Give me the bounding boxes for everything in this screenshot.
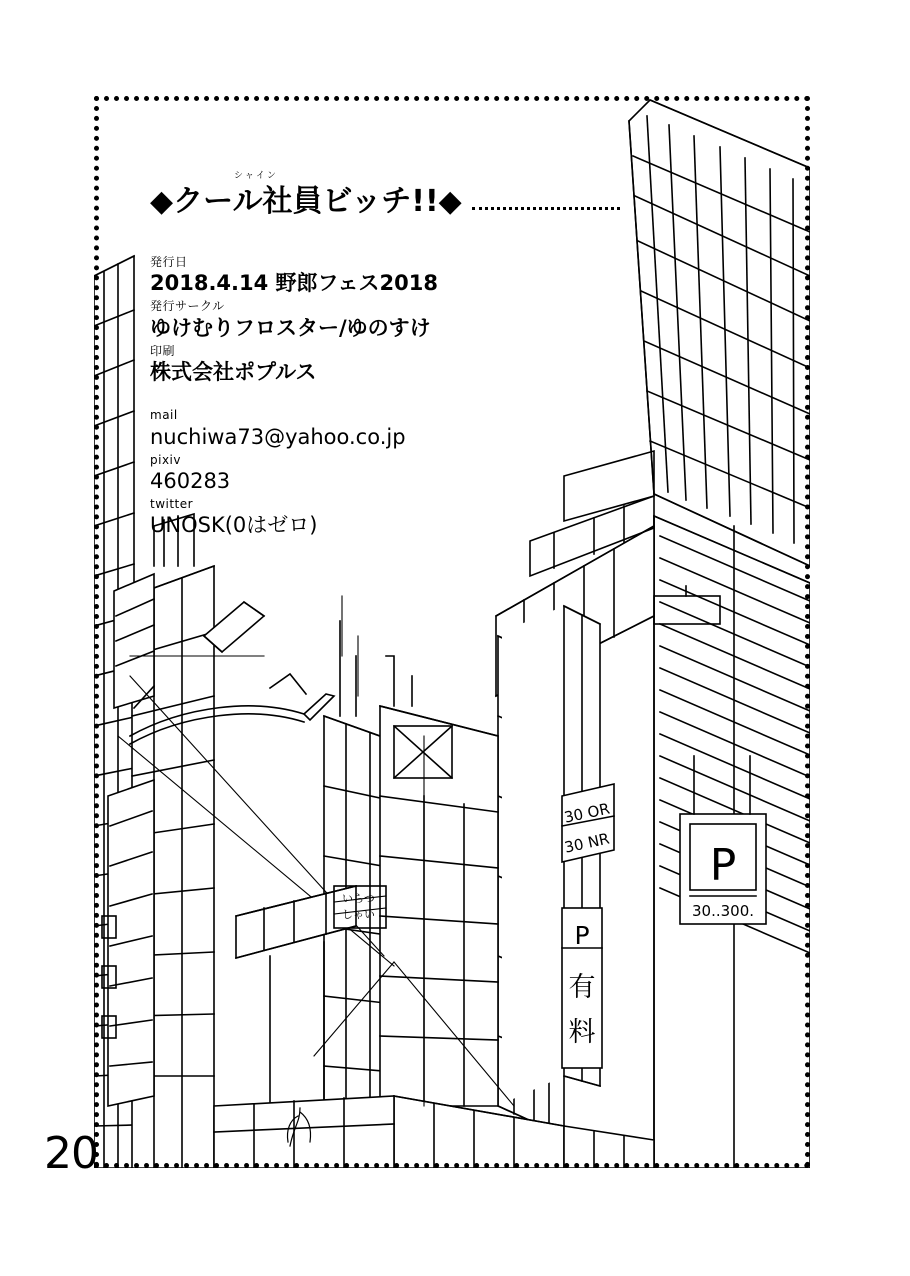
rate-sign-30nr-text: 30 NR (562, 829, 612, 857)
tall-tower (629, 100, 810, 566)
title-dotted-rule (472, 206, 620, 210)
contact-label-pixiv: pixiv (150, 452, 181, 467)
colophon-title (150, 171, 620, 219)
contact-value-pixiv: 460283 (150, 468, 231, 493)
low-left-buildings (102, 780, 154, 1106)
contact-label-twitter: twitter (150, 497, 194, 512)
page-number: 20 (44, 1128, 98, 1179)
x-panel-tower (380, 656, 498, 1106)
vertical-sign-p-text: P (574, 921, 590, 950)
title-text-wrapper (150, 171, 462, 219)
title-ruby: シャイン (234, 171, 278, 181)
publication-info (150, 254, 620, 539)
parking-sign-p-text: P (709, 840, 737, 891)
colophon-spacer (150, 387, 620, 407)
foreground-shops (214, 1096, 654, 1168)
contact-label-mail: mail (150, 408, 178, 423)
colophon-label-print: 印刷 (150, 343, 176, 358)
diamond-left-icon: ◆ (150, 184, 174, 219)
left-midblock (114, 574, 154, 708)
diamond-right-icon: ◆ (438, 184, 462, 219)
vertical-sign-yuryo-text-1: 有 (568, 972, 596, 1003)
colophon-block (150, 171, 620, 541)
contact-value-mail: nuchiwa73@yahoo.co.jp (150, 424, 406, 449)
colophon-value-circle: ゆけむりフロスター/ゆのすけ (150, 315, 431, 340)
colophon-value-print: 株式会社ポプルス (150, 360, 317, 385)
colophon-label-circle: 発行サークル (150, 299, 225, 314)
contact-value-twitter: UNOSK(0はゼロ) (150, 513, 318, 538)
rate-sign-30or-text: 30 OR (562, 799, 612, 827)
shop-sign-text-2: しゃい (342, 908, 375, 921)
parking-rate-sign-text: 30..300. (691, 902, 755, 920)
colophon-value-date: 2018.4.14 野郎フェス2018 (150, 271, 438, 296)
shop-sign-text-1: いらつ (342, 892, 375, 905)
colophon-label-date: 発行日 (150, 255, 188, 269)
vertical-sign-yuryo-text-2: 料 (568, 1017, 596, 1048)
title-main-text: クール社員ビッチ!! (173, 184, 439, 219)
